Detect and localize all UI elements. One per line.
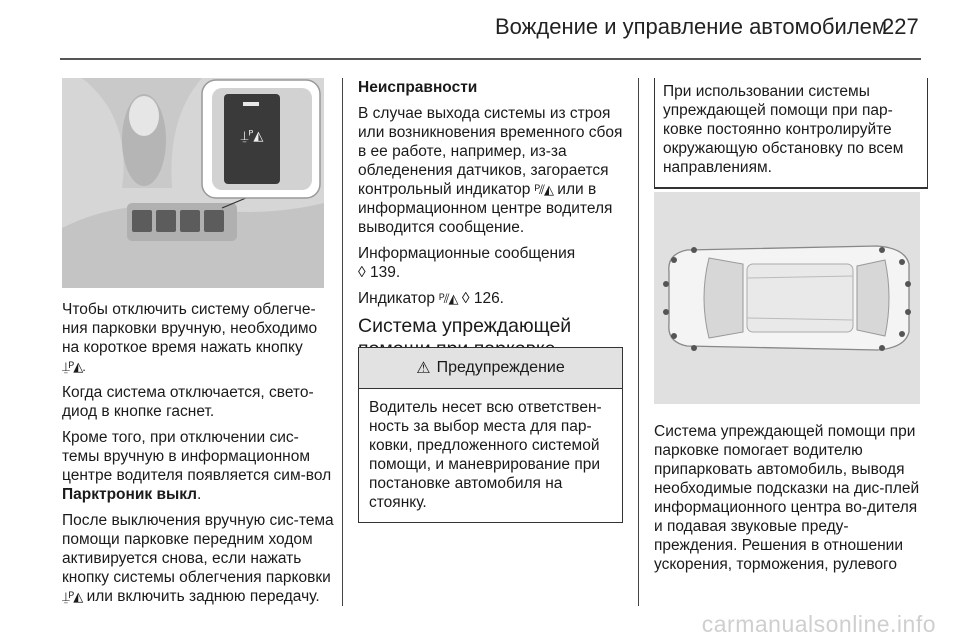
column-divider xyxy=(342,78,343,606)
page-reference-link[interactable]: ◊ 139. xyxy=(358,264,401,281)
parking-assist-icon: ⍊ᴾ◭ xyxy=(62,589,83,604)
paragraph-system-description: Система упреждающей помощи при парковке помогает водителю припарковать автомобиль, выводя необходимые подсказки на дис-плей информационного центра во-дителя и подавая звуковые преду-преждения. Решения в отношении ускорения, торможения, рулевого xyxy=(654,423,920,573)
warning-text: Водитель несет всю ответствен-ность за выбор места для пар-ковки, предложенного системой помощи, и маневрирование при постановке автомобиля на стоянку. xyxy=(369,399,602,511)
shifter-button-photo xyxy=(62,78,324,288)
page-number: 227 xyxy=(882,14,919,39)
paragraph-disable-manual: Чтобы отключить систему облегче-ния парковки вручную, необходимо на короткое время нажать кнопку ⍊ᴾ◭. xyxy=(62,301,318,374)
parking-button-symbol-icon: ⍊ᴾ◭ xyxy=(240,129,264,144)
watermark: carmanualsonline.info xyxy=(701,611,936,637)
paragraph-info-messages: Информационные сообщения ◊ 139. xyxy=(358,245,576,281)
car-sensor-diagram xyxy=(654,192,920,404)
page-title: Вождение и управление автомобилем xyxy=(495,14,888,39)
header-divider xyxy=(60,58,921,60)
parking-indicator-icon: ᴾ⫽◭ xyxy=(439,291,458,306)
warning-header xyxy=(359,348,622,389)
parking-indicator-icon: ᴾ⫽◭ xyxy=(534,182,553,197)
note-text: При использовании системы упреждающей помощи при пар-ковке постоянно контролируйте окружающую обстановку по всем направлениям. xyxy=(663,83,904,176)
column-divider xyxy=(638,78,639,606)
column-middle xyxy=(358,78,626,368)
parking-assist-icon: ⍊ᴾ◭. xyxy=(62,359,85,374)
paragraph-symbol-shown: Кроме того, при отключении сис-темы вручную в информационном центре водителя появляется сим-вол Парктроник выкл. xyxy=(62,429,332,503)
column-left xyxy=(62,300,334,613)
parktronic-off-label: Парктроник выкл xyxy=(62,486,198,503)
page-reference-link[interactable]: ◊ 126. xyxy=(461,290,504,307)
column-right xyxy=(654,422,924,581)
section-title: Система упреждающей xyxy=(358,315,572,337)
paragraph-indicator: Индикатор ᴾ⫽◭ ◊ 126. xyxy=(358,290,504,307)
warning-title: Предупреждение xyxy=(436,359,565,376)
paragraph-reactivation: После выключения вручную сис-тема помощи парковке передним ходом активируется снова, если нажать кнопку системы облегчения парковки ⍊ᴾ◭ или включить заднюю передачу. xyxy=(62,512,334,605)
malfunctions-heading: Неисправности xyxy=(358,79,478,96)
warning-box xyxy=(358,347,623,523)
paragraph-malfunction: В случае выхода системы из строя или возникновения временного сбоя в ее работе, например, из-за обледенения датчиков, загорается контрольный индикатор ᴾ⫽◭ или в информационном центре водителя выводится сообщение. xyxy=(358,105,623,236)
paragraph-led-off: Когда система отключается, свето-диод в кнопке гаснет. xyxy=(62,384,314,420)
note-box xyxy=(654,78,928,189)
warning-triangle-icon: ⚠ xyxy=(416,360,431,377)
